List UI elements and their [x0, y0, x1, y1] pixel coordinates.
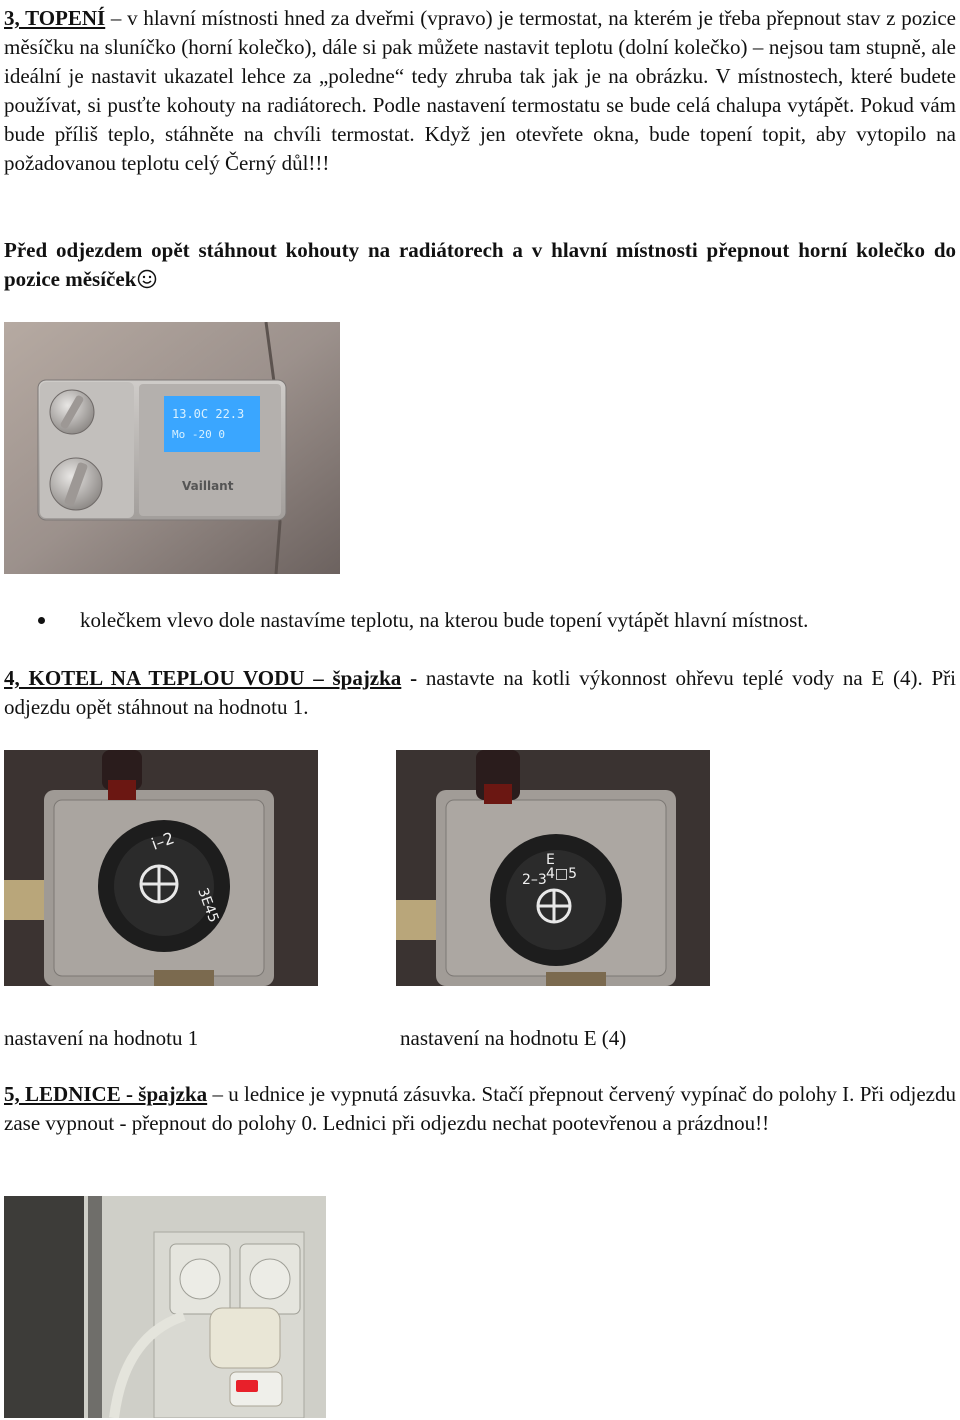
section5-heading: 5, LEDNICE - špajzka [4, 1082, 208, 1106]
boiler-photo-setting-e [396, 750, 710, 986]
svg-text:13.0C 22.3: 13.0C 22.3 [172, 407, 245, 421]
caption-setting-e: nastavení na hodnotu E (4) [400, 1026, 627, 1050]
section3-text: – v hlavní místnosti hned za dveřmi (vpravo) je termostat, na kterém je třeba přepnout stav z pozice měsíčku na sluníčko (horní kolečko), dále si pak můžete nastavit teplotu (dolní kolečko) – nejsou tam stupně, ale ideální je nastavit ukazatel lehce za „poledne“ tedy zhruba tak jak je na obrázku. V místnostech, které budete používat, si pusťte kohouty na radiátorech. Podle nastavení termostatu se bude celá chalupa vytápět. Pokud vám bude příliš teplo, stáhněte na chvíli termostat. Když jen otevřete okna, bude topení topit, aby vytopilo na požadovanou teplotu celý Černý důl!!! [4, 6, 956, 175]
svg-text:2–3: 2–3 [522, 872, 547, 888]
bullet-text: kolečkem vlevo dole nastavíme teplotu, na kterou bude topení vytápět hlavní místnost. [80, 608, 809, 632]
warning-text: Před odjezdem opět stáhnout kohouty na radiátorech a v hlavní místnosti přepnout horní kolečko do pozice měsíček [4, 238, 956, 291]
bullet-icon [38, 617, 45, 624]
caption-setting-1: nastavení na hodnotu 1 [4, 1026, 199, 1050]
thermostat-photo [4, 322, 340, 574]
section3-warning [4, 236, 956, 297]
section4-paragraph [4, 664, 956, 722]
svg-text:i–2: i–2 [148, 828, 177, 854]
bullet-item [0, 606, 960, 636]
svg-text:E: E [546, 852, 555, 868]
svg-text:3E45: 3E45 [194, 885, 222, 925]
svg-text:Mo -20 0: Mo -20 0 [172, 428, 225, 441]
section3-heading: 3, TOPENÍ [4, 6, 106, 30]
svg-text:Vaillant: Vaillant [182, 479, 234, 493]
svg-text:4□5: 4□5 [546, 866, 578, 882]
section5-paragraph [4, 1080, 956, 1138]
section4-text: nastavte na kotli výkonnost ohřevu teplé vody na E (4). Při odjezdu opět stáhnout na hodnotu 1. [4, 666, 956, 719]
fridge-socket-photo [4, 1196, 326, 1418]
section4-heading: 4, KOTEL NA TEPLOU VODU – špajzka [4, 666, 402, 690]
smiley-icon [137, 268, 157, 297]
section3-paragraph [4, 4, 956, 178]
boiler-photo-setting-1 [4, 750, 318, 986]
section5-text: – u lednice je vypnutá zásuvka. Stačí přepnout červený vypínač do polohy I. Při odjezdu zase vypnout - přepnout do polohy 0. Lednici při odjezdu nechat pootevřenou a prázdnou!! [4, 1082, 956, 1135]
section4-dash: - [401, 666, 426, 690]
